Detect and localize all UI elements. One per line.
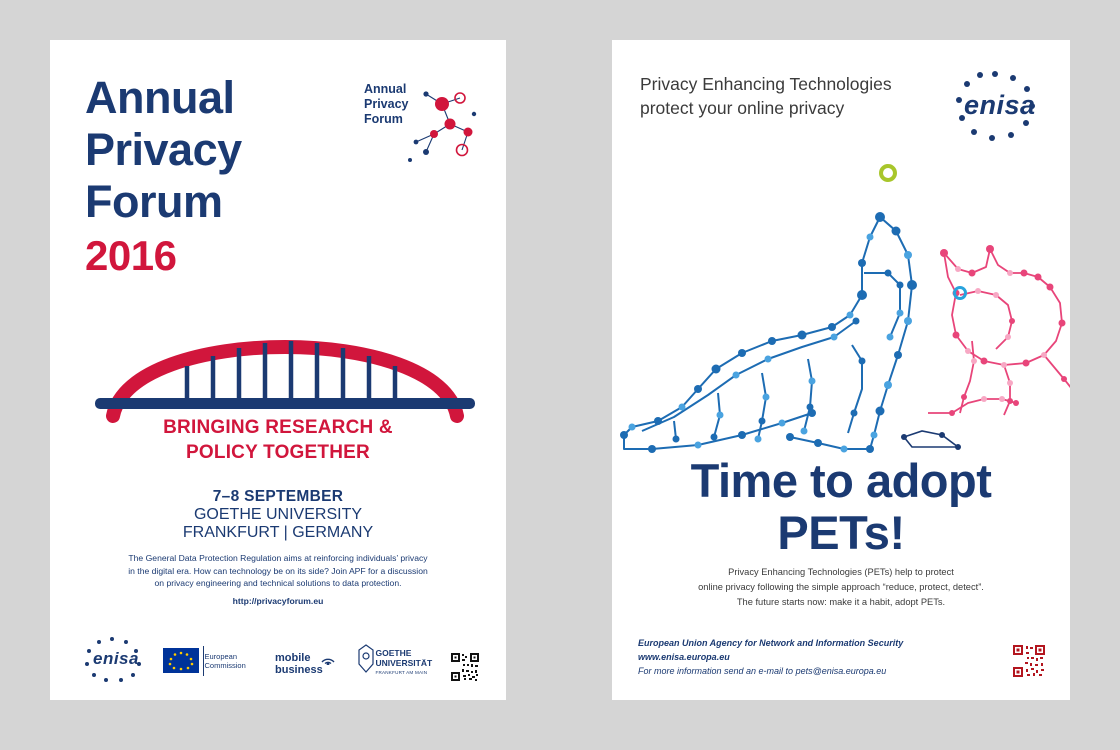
pets-description-line-2: online privacy following the simple approach “reduce, protect, detect”. [698,582,984,592]
event-venue-line-1: GOETHE UNIVERSITY [193,506,363,523]
divider [203,646,204,676]
pets-description-line-3: The future starts now: make it a habit, adopt PETs. [736,597,946,607]
event-details [50,488,506,542]
mb-line-1: mobile [275,652,311,664]
poster-title-line-2: Privacy [85,124,242,175]
apf-logo-text [364,82,408,127]
description-line-3: on privacy engineering and technical solutions to data protection. [154,578,402,588]
event-dates: 7–8 SEPTEMBER [212,488,344,505]
enisa-wordmark: enisa [93,649,139,668]
description-line-1: The General Data Protection Regulation aims at reinforcing individuals’ privacy [128,553,428,563]
apf-logo-line-2: Privacy [364,97,409,111]
ec-line-2: Commission [204,661,246,670]
tagline-line-1: BRINGING RESEARCH & [163,417,393,438]
eu-flag-stars [163,648,199,673]
pets-description [652,565,1030,610]
description-line-2: in the digital era. How can technology be on its side? Join APF for a discussion [128,565,428,576]
enisa-logo [940,68,1050,146]
poster-title-line-1: Annual [85,72,235,123]
sponsor-european-commission [163,640,263,682]
pets-headline-line-1: Privacy Enhancing Technologies [640,74,892,94]
mb-line-2: business [275,664,323,676]
apf-logo-line-3: Forum [364,112,403,126]
pets-headline [640,72,892,120]
poster-year: 2016 [85,232,177,279]
event-description [105,552,451,607]
bridge-icon [95,298,475,428]
pets-description-line-1: Privacy Enhancing Technologies (PETs) help to protect [728,567,954,577]
european-commission-text [205,652,246,670]
eu-flag-icon [163,648,199,673]
goethe-text [376,648,433,678]
event-url[interactable]: http://privacyforum.eu [232,595,324,606]
footer-website[interactable]: www.enisa.europa.eu [638,652,730,662]
circuit-dog-and-cat-illustration [612,145,1070,495]
pets-title-line-2: PETs! [777,506,905,559]
mobile-business-text [275,652,323,676]
annual-privacy-forum-poster [50,40,506,700]
gu-line-1: GOETHE [375,648,412,658]
enisa-wordmark: enisa [964,90,1036,120]
poster-title [85,72,242,228]
gu-subline: FRANKFURT AM MAIN [375,670,428,675]
sponsor-mobile-business [275,642,345,682]
qr-code-icon[interactable] [1012,644,1046,678]
qr-code-icon[interactable] [450,652,480,682]
poster-tagline [50,415,506,465]
sponsor-goethe-universitaet [358,640,438,682]
pets-footer [638,636,903,678]
gu-line-2: UNIVERSITÄT [375,658,433,668]
apf-logo-line-1: Annual [364,82,407,96]
goethe-crest-icon [358,644,374,674]
event-venue-line-2: FRANKFURT | GERMANY [182,524,374,541]
footer-agency-name: European Union Agency for Network and Information Security [638,638,904,648]
sponsor-enisa [76,634,150,682]
green-node-highlight [881,166,895,180]
pets-title-line-1: Time to adopt [690,454,992,507]
wifi-icon [319,651,337,665]
apf-logo [364,76,484,176]
tagline-line-2: POLICY TOGETHER [186,442,370,463]
ec-line-1: European [204,652,238,661]
pets-artwork-icon [612,145,1070,495]
pets-headline-line-2: protect your online privacy [640,98,845,118]
poster-title-line-3: Forum [85,176,223,227]
bridge-illustration [95,298,475,428]
pets-title [612,455,1070,559]
pets-poster [612,40,1070,700]
sponsor-logo-row [76,632,480,682]
footer-contact[interactable]: For more information send an e-mail to pets@enisa.europa.eu [638,666,887,676]
